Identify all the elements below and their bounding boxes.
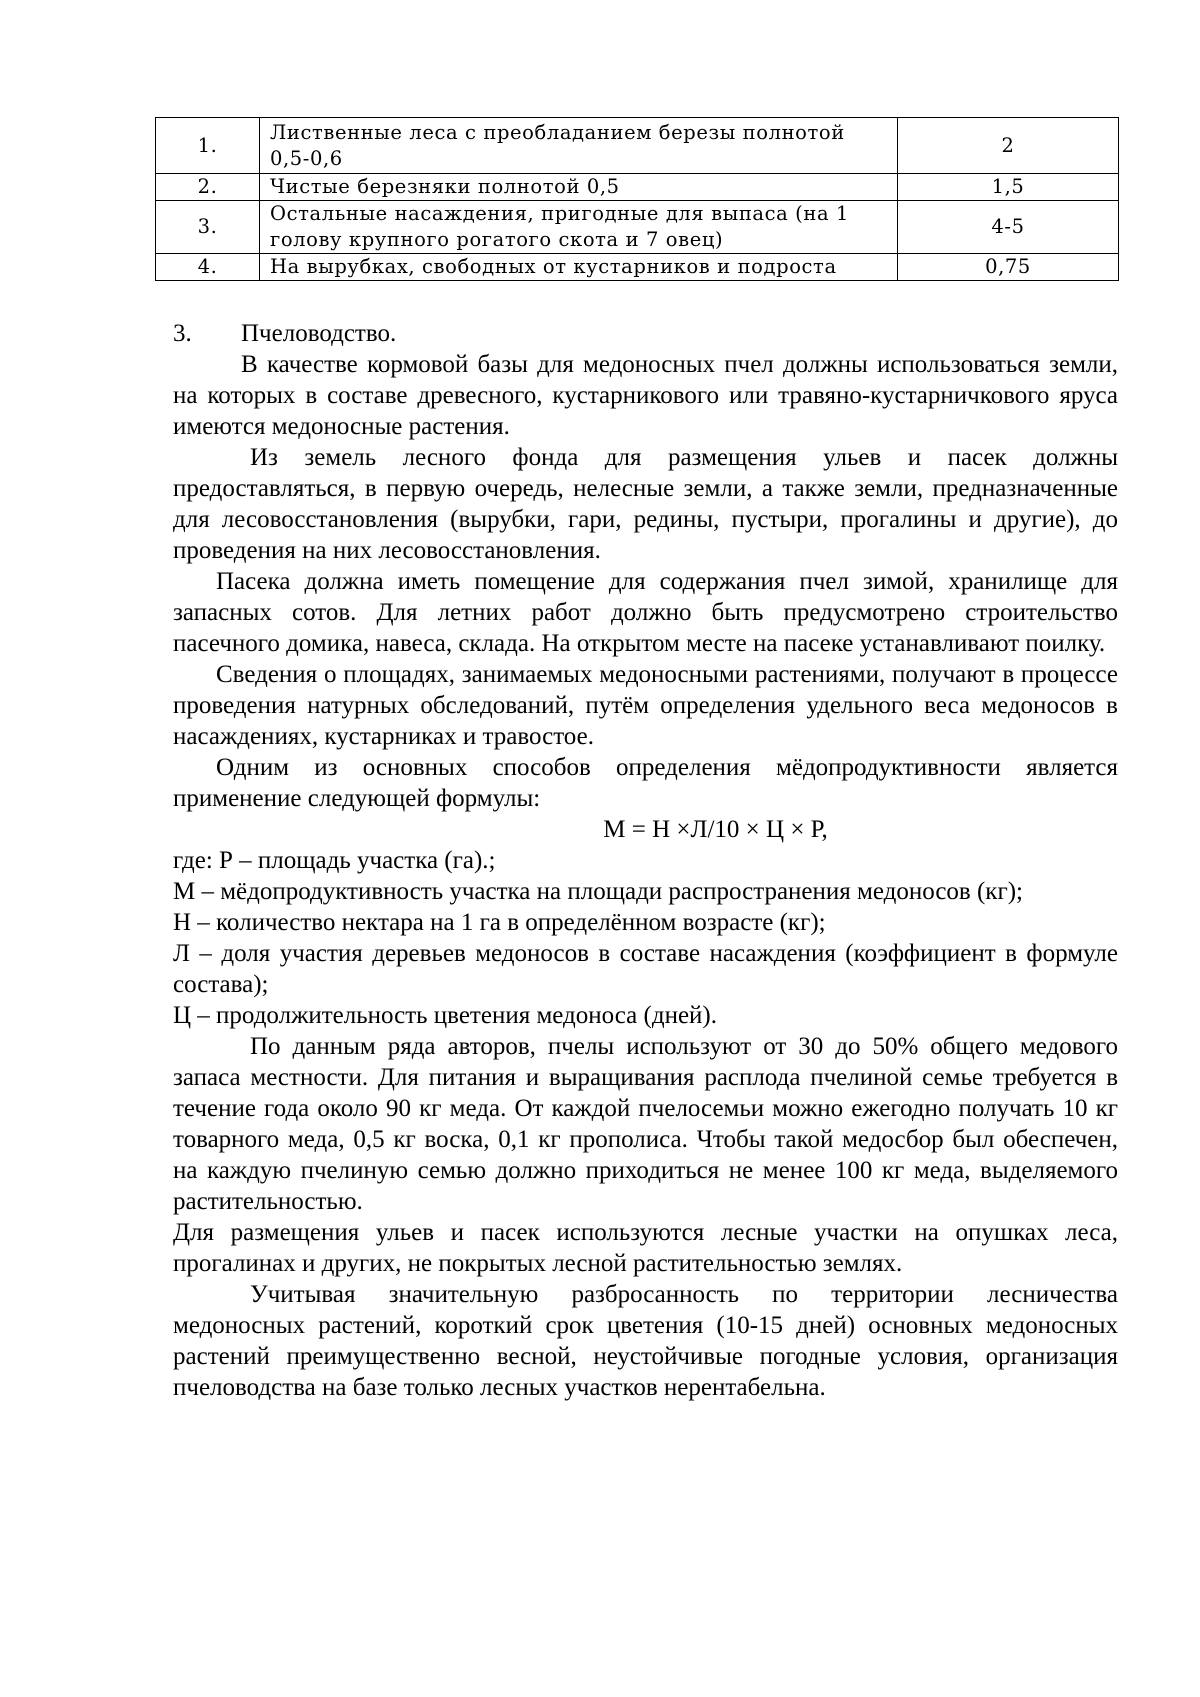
row-value: 2 bbox=[898, 118, 1119, 174]
definition-line: Ц – продолжительность цветения медоноса (дней). bbox=[173, 1002, 717, 1029]
definition-line: Л – доля участия деревьев медоносов в составе насаждения (коэффициент в формуле состава); bbox=[173, 940, 1118, 998]
row-number: 3. bbox=[156, 201, 260, 254]
definition-line: где: Р – площадь участка (га).; bbox=[173, 847, 496, 874]
paragraph: В качестве кормовой базы для медоносных пчел должны использоваться земли, на которых в составе древесного, кустарникового или травяно-кустарничкового яруса имеются медоносные растения. bbox=[173, 351, 1118, 440]
row-value: 1,5 bbox=[898, 174, 1119, 201]
row-number: 4. bbox=[156, 254, 260, 281]
row-value: 0,75 bbox=[898, 254, 1119, 281]
paragraph: По данным ряда авторов, пчелы используют от 30 до 50% общего медового запаса местности. Для питания и выращивания расплода пчелиной семье требуется в течение года около 90 кг меда. От каждой пчелосемьи можно ежегодно получать 10 кг товарного меда, 0,5 кг воска, 0,1 кг прополиса. Чтобы такой медосбор был обеспечен, на каждую пчелиную семью должно приходиться не менее 100 кг меда, выделяемого растительностью. bbox=[173, 1033, 1118, 1215]
row-description: Чистые березняки полнотой 0,5 bbox=[260, 174, 898, 201]
definition-line: Н – количество нектара на 1 га в определённом возрасте (кг); bbox=[173, 909, 826, 936]
paragraph: Одним из основных способов определения мёдопродуктивности является применение следующей формулы: bbox=[173, 754, 1118, 812]
row-description: Остальные насаждения, пригодные для выпаса (на 1 голову крупного рогатого скота и 7 овец) bbox=[260, 201, 898, 254]
row-value: 4-5 bbox=[898, 201, 1119, 254]
honey-productivity-formula: М = Н ×Л/10 × Ц × Р, bbox=[603, 816, 828, 843]
row-description: Лиственные леса с преобладанием березы полнотой 0,5-0,6 bbox=[260, 118, 898, 174]
section-number: 3. bbox=[173, 320, 192, 347]
row-description: На вырубках, свободных от кустарников и подроста bbox=[260, 254, 898, 281]
table-row bbox=[156, 254, 1119, 281]
paragraph: Для размещения ульев и пасек используются лесные участки на опушках леса, прогалинах и других, не покрытых лесной растительностью землях. bbox=[173, 1219, 1118, 1277]
row-number: 2. bbox=[156, 174, 260, 201]
table-row bbox=[156, 201, 1119, 254]
row-number: 1. bbox=[156, 118, 260, 174]
body-text bbox=[173, 318, 1118, 1403]
grazing-norms-table bbox=[155, 117, 1119, 281]
paragraph: Пасека должна иметь помещение для содержания пчел зимой, хранилище для запасных сотов. Для летних работ должно быть предусмотрено строительство пасечного домика, навеса, склада. На открытом месте на пасеке устанавливают поилку. bbox=[173, 568, 1118, 657]
table-row bbox=[156, 118, 1119, 174]
section-title: Пчеловодство. bbox=[241, 320, 397, 347]
paragraph: Из земель лесного фонда для размещения ульев и пасек должны предоставляться, в первую очередь, нелесные земли, а также земли, предназначенные для лесовосстановления (вырубки, гари, редины, пустыри, прогалины и другие), до проведения на них лесовосстановления. bbox=[173, 444, 1118, 564]
paragraph: Сведения о площадях, занимаемых медоносными растениями, получают в процессе проведения натурных обследований, путём определения удельного веса медоносов в насаждениях, кустарниках и травостое. bbox=[173, 661, 1118, 750]
paragraph: Учитывая значительную разбросанность по территории лесничества медоносных растений, короткий срок цветения (10-15 дней) основных медоносных растений преимущественно весной, неустойчивые погодные условия, организация пчеловодства на базе только лесных участков нерентабельна. bbox=[173, 1281, 1118, 1401]
section-heading bbox=[173, 318, 1118, 349]
definition-line: М – мёдопродуктивность участка на площади распространения медоносов (кг); bbox=[173, 878, 1023, 905]
table-row bbox=[156, 174, 1119, 201]
